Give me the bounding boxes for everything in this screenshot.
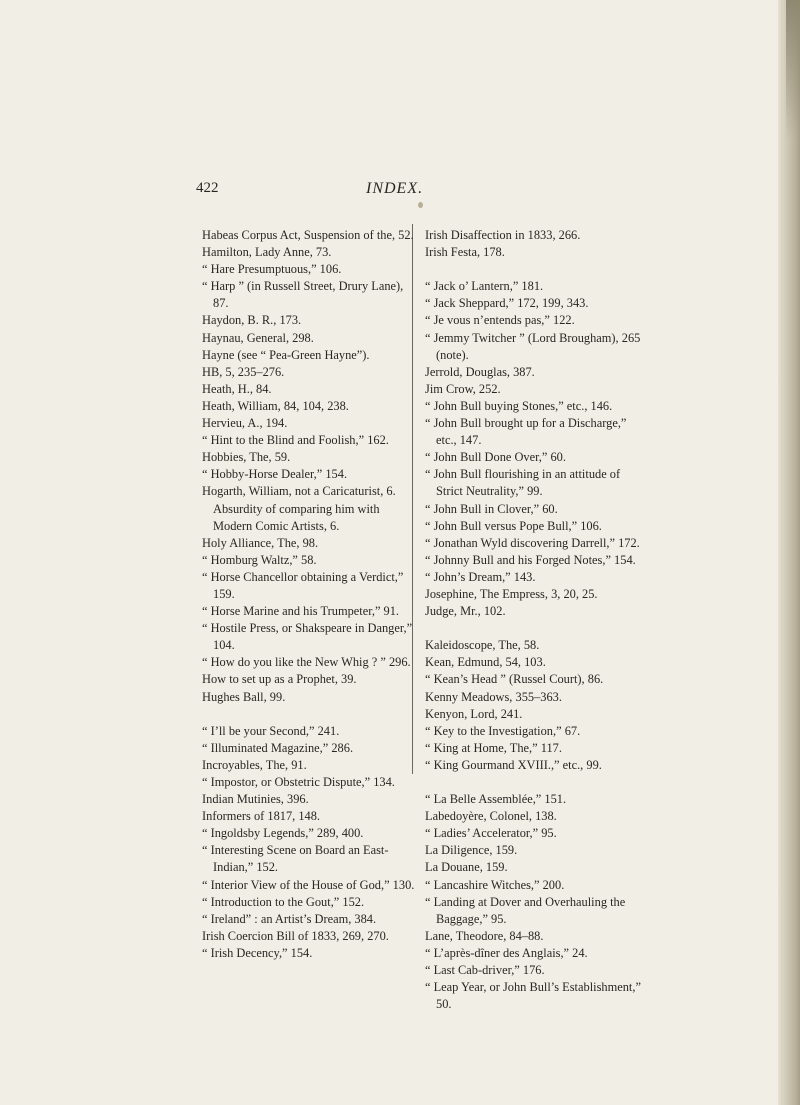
index-entry: Irish Coercion Bill of 1833, 269, 270. — [202, 928, 389, 943]
index-entry: “ How do you like the New Whig ? ” 296. — [202, 655, 411, 670]
index-entry: “ Interior View of the House of God,” 130. — [202, 877, 415, 892]
index-entry: Hayne (see “ Pea-Green Hayne”). — [202, 347, 370, 362]
index-entry: Informers of 1817, 148. — [202, 809, 321, 824]
index-entry: Indian Mutinies, 396. — [202, 792, 309, 807]
index-entry: Irish Disaffection in 1833, 266. — [425, 228, 581, 242]
page-edge-shadow — [778, 0, 800, 1105]
index-entry: “ John’s Dream,” 143. — [425, 569, 536, 584]
index-entry: “ Hint to the Blind and Foolish,” 162. — [202, 433, 389, 448]
index-entry: “ Hobby-Horse Dealer,” 154. — [202, 467, 348, 482]
page-header — [0, 180, 780, 204]
index-entry: “ King Gourmand XVIII.,” etc., 99. — [425, 757, 602, 772]
index-entry: Hamilton, Lady Anne, 73. — [202, 245, 332, 260]
index-entry: La Douane, 159. — [425, 860, 508, 875]
index-entry: Kenny Meadows, 355–363. — [425, 689, 562, 704]
index-entry: “ Illuminated Magazine,” 286. — [202, 740, 354, 755]
index-entry: “ Horse Chancellor obtaining a Verdict,” 159. — [202, 569, 404, 601]
index-entry: “ John Bull brought up for a Discharge,” etc., 147. — [425, 416, 627, 448]
index-entry: “ Harp ” (in Russell Street, Drury Lane), 87. — [202, 279, 404, 311]
index-entry: Labedoyère, Colonel, 138. — [425, 809, 557, 824]
index-entry: “ King at Home, The,” 117. — [425, 740, 562, 755]
index-entry: Haydon, B. R., 173. — [202, 313, 302, 328]
index-entry: “ Lancashire Witches,” 200. — [425, 877, 565, 892]
index-entry: Hobbies, The, 59. — [202, 450, 291, 465]
index-entry: “ Homburg Waltz,” 58. — [202, 552, 317, 567]
index-entry: HB, 5, 235–276. — [202, 364, 285, 379]
index-entry: “ Impostor, or Obstetric Dispute,” 134. — [202, 775, 395, 789]
index-entry: Irish Festa, 178. — [425, 245, 505, 260]
section-gap — [425, 620, 645, 637]
index-entry: “ John Bull Done Over,” 60. — [425, 450, 566, 465]
index-entry: “ John Bull in Clover,” 60. — [425, 501, 558, 516]
index-entry: Josephine, The Empress, 3, 20, 25. — [425, 586, 598, 601]
index-entry: Heath, William, 84, 104, 238. — [202, 398, 349, 413]
index-entry: “ Interesting Scene on Board an East-Indian,” 152. — [202, 843, 389, 875]
index-entry: Habeas Corpus Act, Suspension of the, 52. — [202, 228, 414, 242]
index-entry: “ Ingoldsby Legends,” 289, 400. — [202, 826, 364, 841]
index-entry: La Diligence, 159. — [425, 843, 518, 858]
index-entry: “ Jonathan Wyld discovering Darrell,” 172. — [425, 535, 640, 550]
index-entry: Judge, Mr., 102. — [425, 604, 506, 619]
index-entry: “ Last Cab-driver,” 176. — [425, 963, 545, 978]
section-gap — [425, 261, 645, 278]
index-entry: “ Hare Presumptuous,” 106. — [202, 262, 342, 277]
index-entry: Hogarth, William, not a Caricaturist, 6. Absurdity of comparing him with Modern Comic Artists, 6. — [202, 484, 396, 533]
running-head: INDEX. — [366, 180, 424, 197]
index-entry: Holy Alliance, The, 98. — [202, 535, 319, 550]
index-entry: “ John Bull versus Pope Bull,” 106. — [425, 518, 602, 533]
index-entry: “ Introduction to the Gout,” 152. — [202, 894, 365, 909]
index-entry: How to set up as a Prophet, 39. — [202, 672, 357, 687]
page-number: 422 — [196, 180, 219, 196]
index-entry: “ Je vous n’entends pas,” 122. — [425, 313, 575, 328]
index-entry: Lane, Theodore, 84–88. — [425, 928, 544, 943]
index-entry: “ Leap Year, or John Bull’s Establishment,” 50. — [425, 980, 641, 1012]
index-entry: “ John Bull buying Stones,” etc., 146. — [425, 398, 613, 413]
index-entry: “ I’ll be your Second,” 241. — [202, 723, 340, 738]
index-entry: Heath, H., 84. — [202, 381, 272, 396]
index-entry: “ Kean’s Head ” (Russel Court), 86. — [425, 672, 604, 687]
index-entry: Hughes Ball, 99. — [202, 689, 286, 704]
index-entry: “ Jack o’ Lantern,” 181. — [425, 279, 544, 294]
index-entry: Haynau, General, 298. — [202, 330, 314, 345]
index-entry: “ Landing at Dover and Overhauling the Baggage,” 95. — [425, 894, 626, 926]
index-entry: “ Horse Marine and his Trumpeter,” 91. — [202, 604, 400, 619]
index-entry: Kenyon, Lord, 241. — [425, 706, 523, 721]
index-entry: “ Hostile Press, or Shakspeare in Danger,” 104. — [202, 621, 413, 653]
index-entry: Jim Crow, 252. — [425, 381, 501, 396]
index-column-right — [425, 227, 645, 1013]
index-entry: “ Jemmy Twitcher ” (Lord Brougham), 265 (note). — [425, 330, 641, 362]
index-entry: Incroyables, The, 91. — [202, 757, 307, 772]
index-entry: Kaleidoscope, The, 58. — [425, 638, 540, 653]
index-entry: “ L’après-dîner des Anglais,” 24. — [425, 945, 588, 960]
index-entry: “ Ladies’ Accelerator,” 95. — [425, 826, 557, 841]
index-entry: “ John Bull flourishing in an attitude of Strict Neutrality,” 99. — [425, 467, 621, 499]
index-column-left — [202, 227, 420, 962]
index-entry: Hervieu, A., 194. — [202, 416, 288, 431]
index-entry: Kean, Edmund, 54, 103. — [425, 655, 546, 670]
page-edge-stain — [786, 0, 800, 140]
section-gap — [425, 774, 645, 791]
index-entry: “ Key to the Investigation,” 67. — [425, 723, 581, 738]
section-gap — [202, 706, 420, 723]
index-entry: “ La Belle Assemblée,” 151. — [425, 792, 567, 807]
index-entry: “ Irish Decency,” 154. — [202, 945, 313, 960]
index-entry: “ Ireland” : an Artist’s Dream, 384. — [202, 911, 377, 926]
index-entry: Jerrold, Douglas, 387. — [425, 364, 535, 379]
index-entry: “ Johnny Bull and his Forged Notes,” 154. — [425, 552, 636, 567]
index-entry: “ Jack Sheppard,” 172, 199, 343. — [425, 296, 589, 311]
